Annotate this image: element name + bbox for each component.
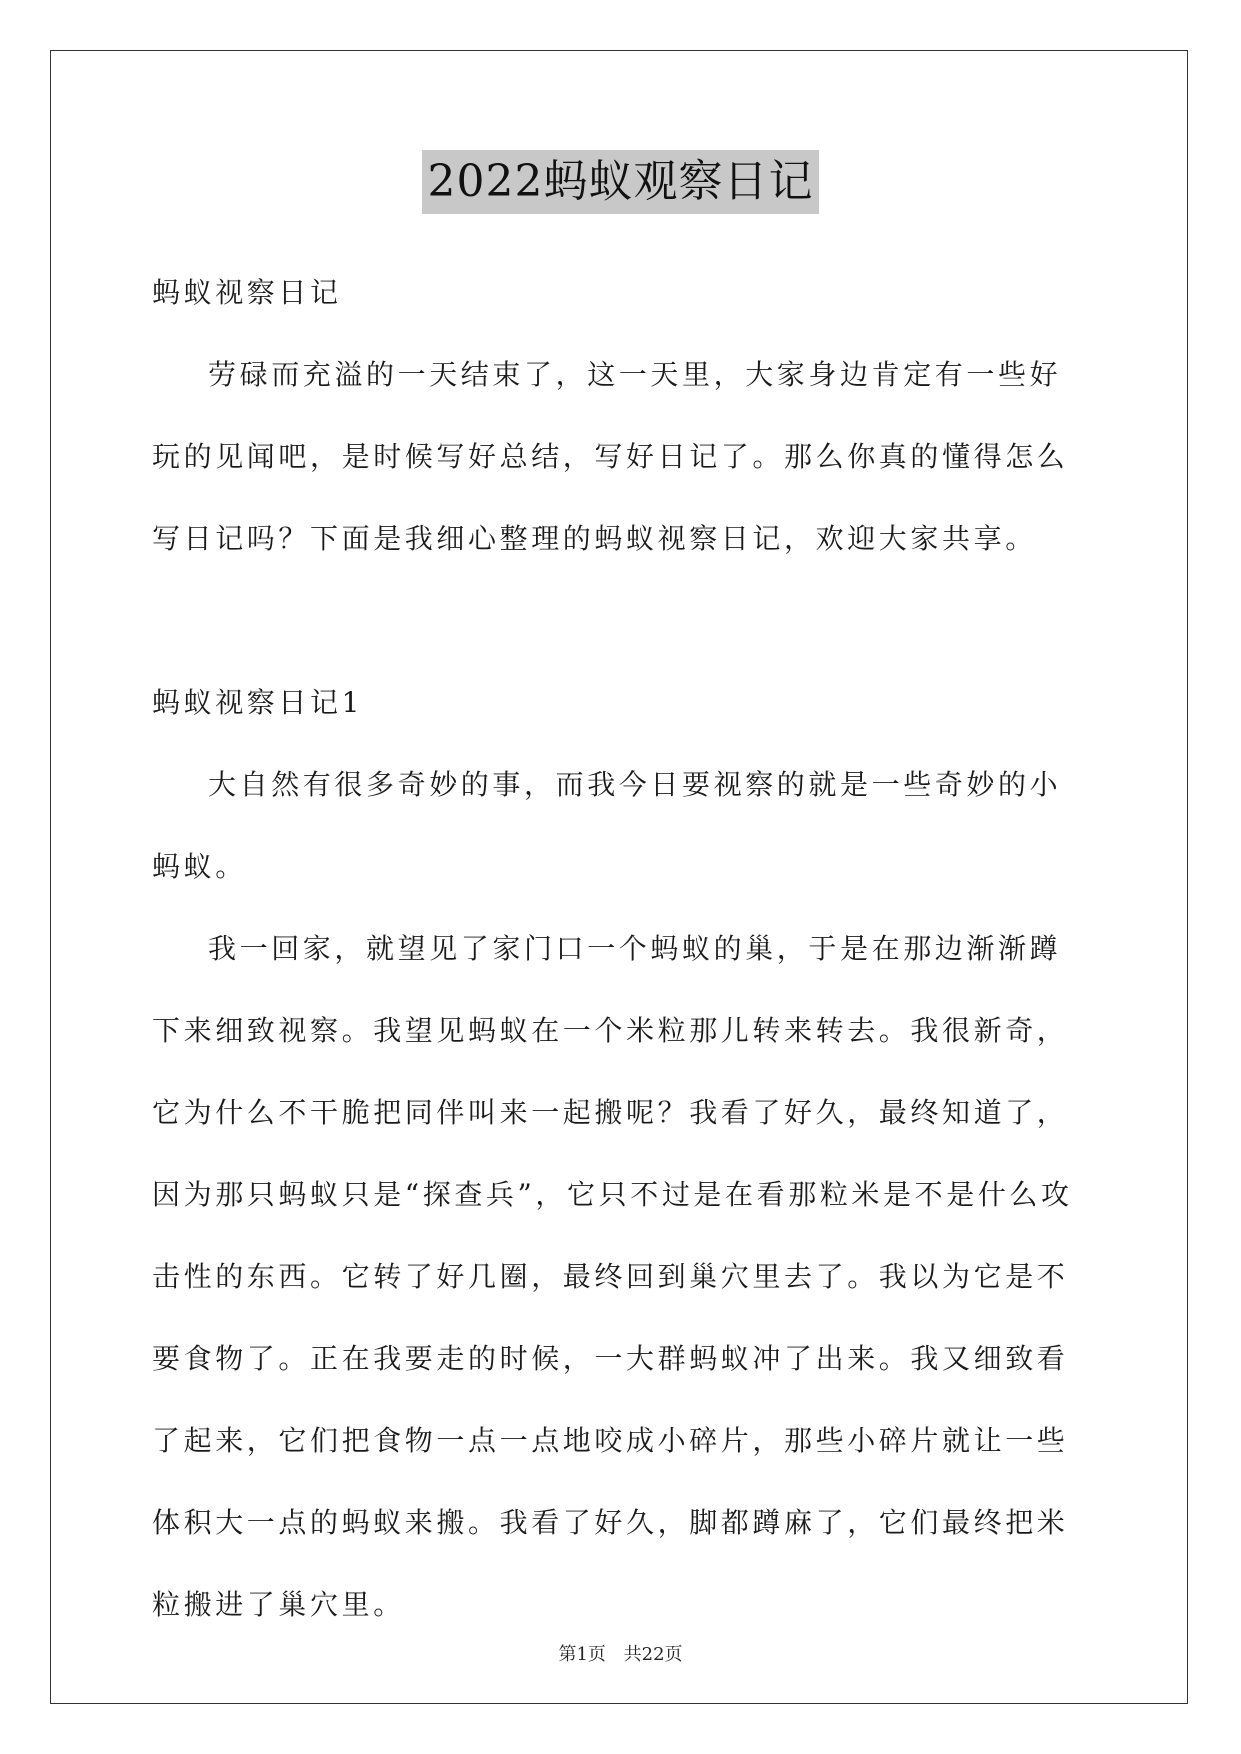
body-paragraph: 我一回家，就望见了家门口一个蚂蚁的巢，于是在那边渐渐蹲下来细致视察。我望见蚂蚁在一个米粒那儿转来转去。我很新奇，它为什么不干脆把同伴叫来一起搬呢？我看了好久，最终知道了，因为那只蚂蚁只是“探查兵”，它只不过是在看那粒米是不是什么攻击性的东西。它转了好几圈，最终回到巢穴里去了。我以为它是不要食物了。正在我要走的时候，一大群蚂蚁冲了出来。我又细致看了起来，它们把食物一点一点地咬成小碎片，那些小碎片就让一些体积大一点的蚂蚁来搬。我看了好久，脚都蹲麻了，它们最终把米粒搬进了巢穴里。: [152, 932, 1073, 1621]
document-title: 2022蚂蚁观察日记: [422, 150, 820, 214]
intro-paragraph: 劳碌而充溢的一天结束了，这一天里，大家身边肯定有一些好玩的见闻吧，是时候写好总结，写好日记了。那么你真的懂得怎么写日记吗？下面是我细心整理的蚂蚁视察日记，欢迎大家共享。: [152, 358, 1069, 555]
page-footer: [0, 1640, 1241, 1666]
section-heading: 蚂蚁视察日记1: [152, 686, 364, 719]
body-paragraph: 大自然有很多奇妙的事，而我今日要视察的就是一些奇妙的小蚂蚁。: [152, 768, 1062, 883]
page-total: 共22页: [623, 1644, 683, 1665]
intro-heading: 蚂蚁视察日记: [152, 276, 342, 309]
document-body: [152, 252, 1092, 1646]
page-number: 第1页: [558, 1644, 606, 1665]
title-area: [0, 150, 1241, 214]
